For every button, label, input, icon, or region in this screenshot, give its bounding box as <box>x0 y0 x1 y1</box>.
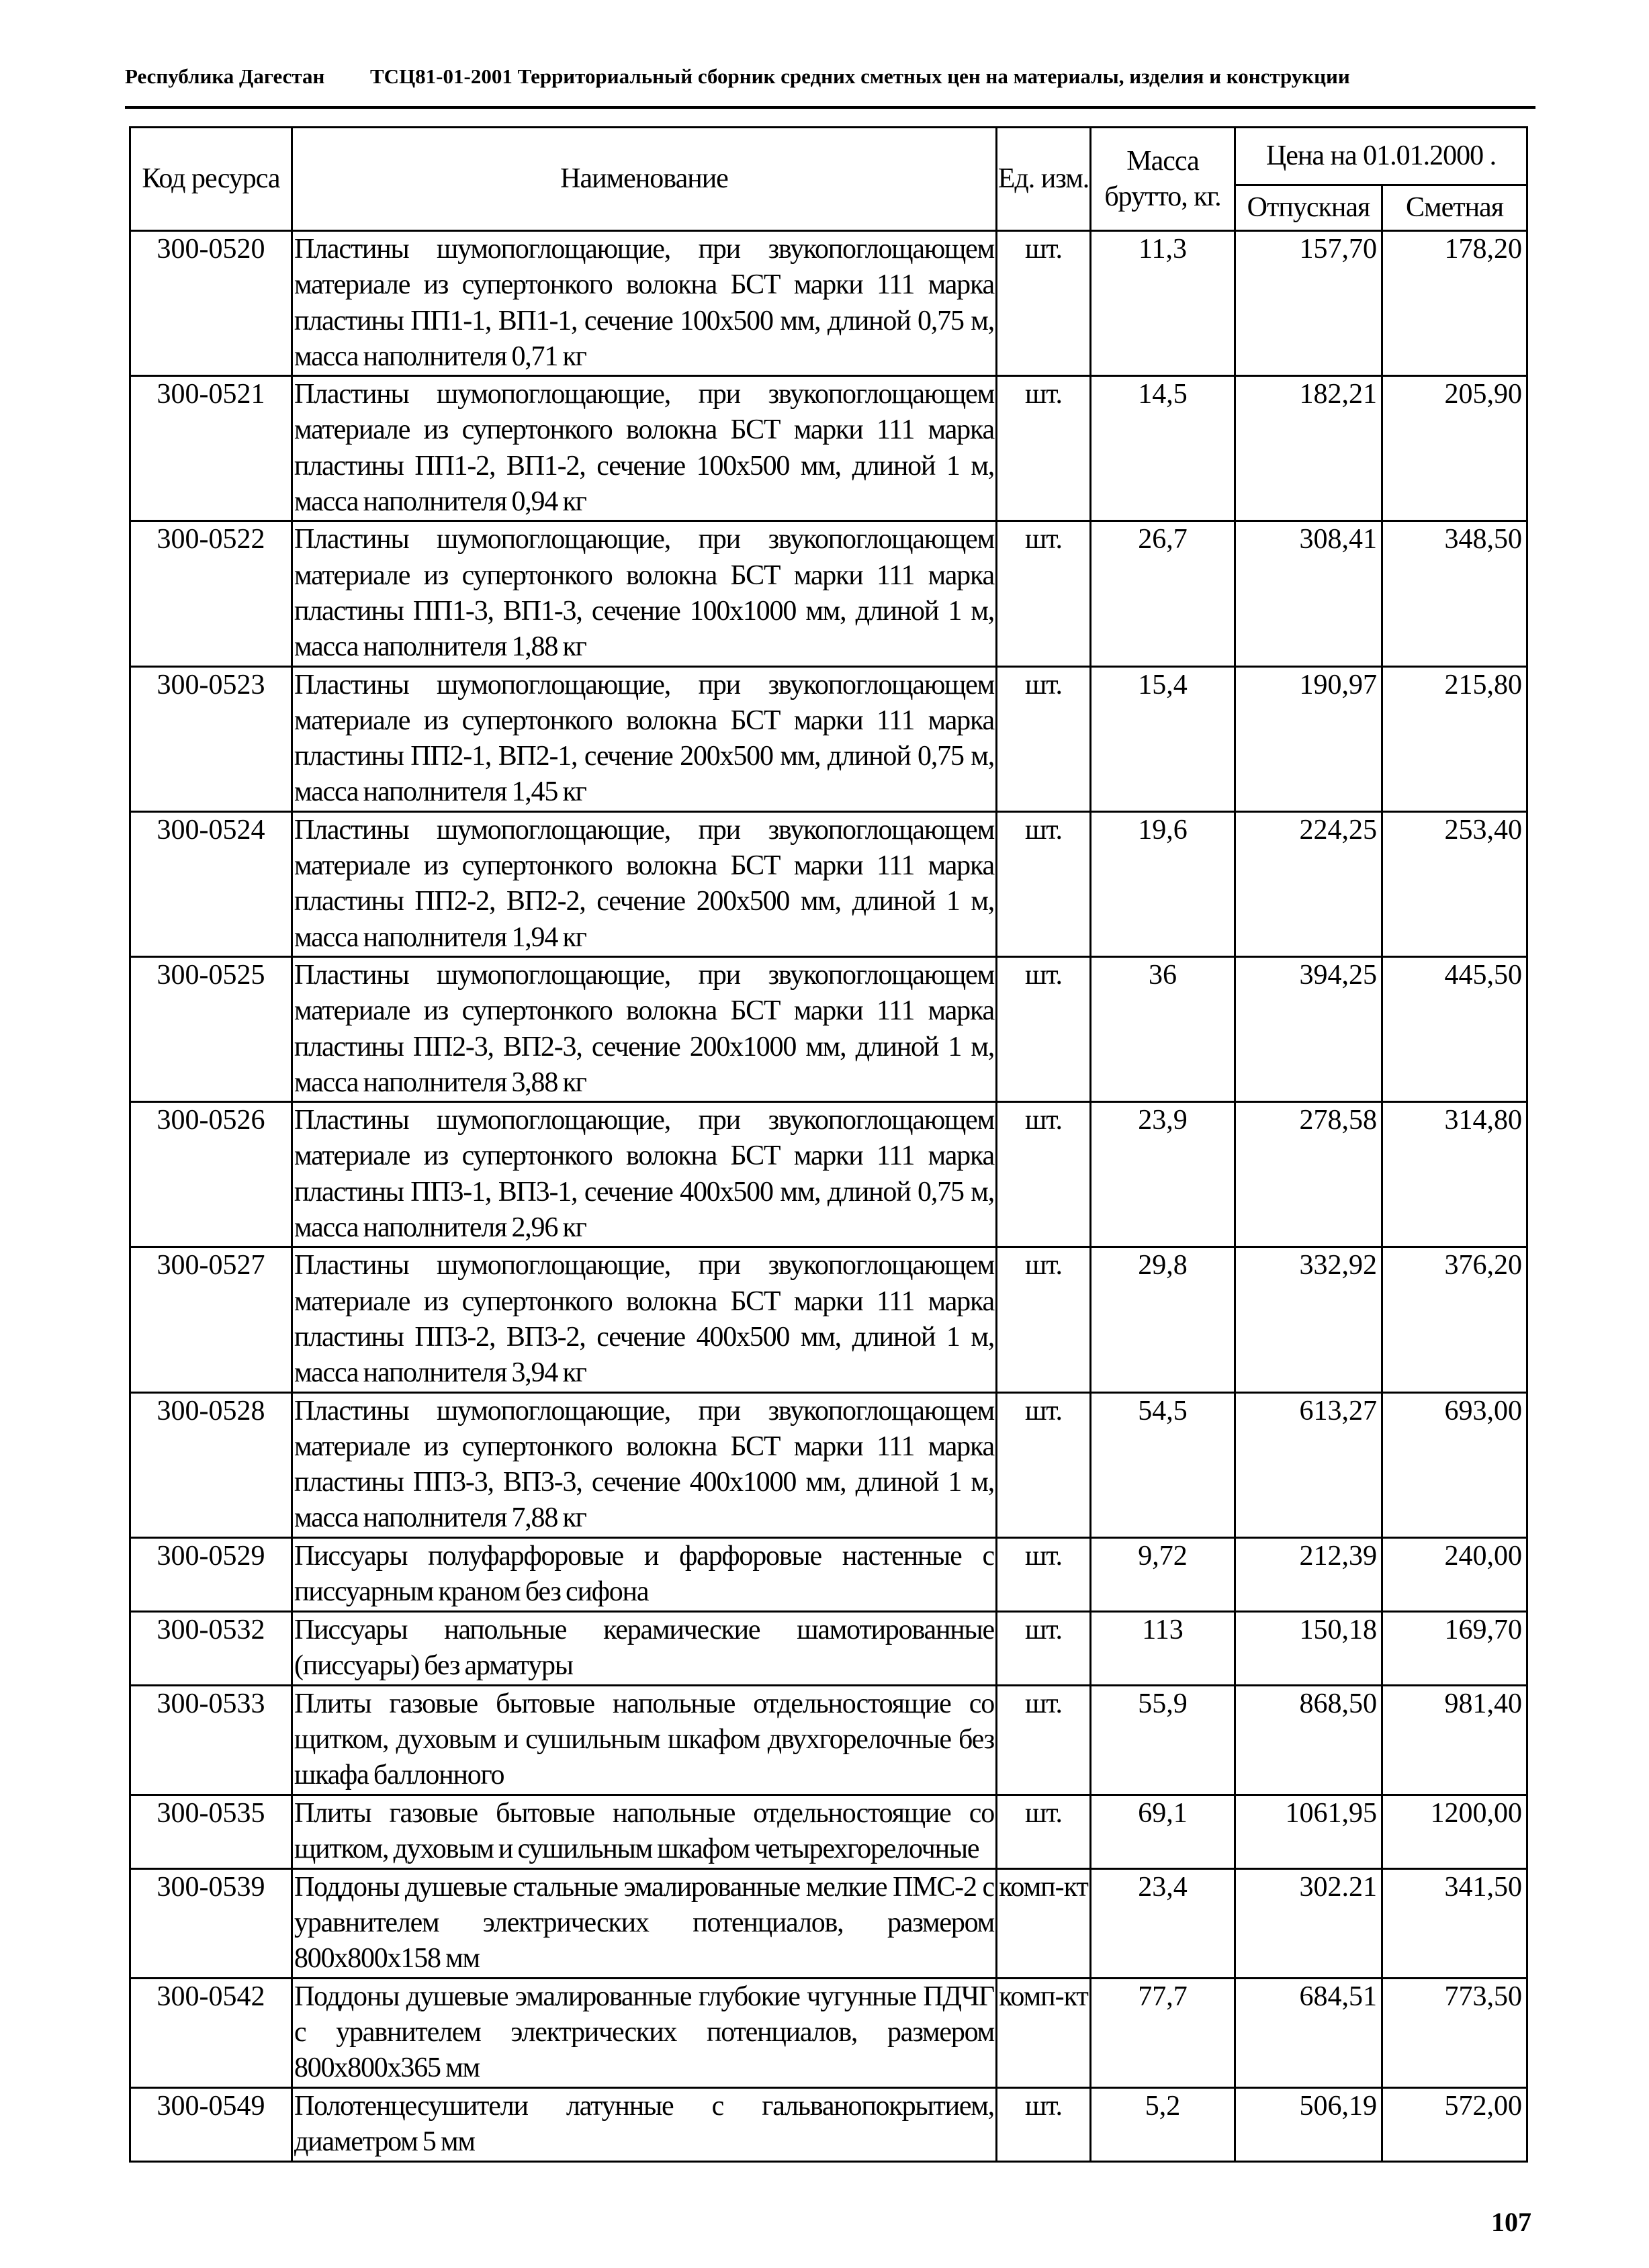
cell-unit: комп-кт <box>997 1868 1091 1978</box>
cell-code: 300-0522 <box>130 521 292 666</box>
cell-code: 300-0527 <box>130 1247 292 1392</box>
cell-unit: шт. <box>997 1611 1091 1685</box>
cell-mass: 54,5 <box>1091 1392 1235 1537</box>
cell-unit: шт. <box>997 1537 1091 1611</box>
cell-price-estimate: 348,50 <box>1382 521 1527 666</box>
table-row <box>130 811 1527 956</box>
cell-price-estimate: 981,40 <box>1382 1685 1527 1795</box>
cell-code: 300-0528 <box>130 1392 292 1537</box>
cell-unit: шт. <box>997 811 1091 956</box>
cell-price-estimate: 693,00 <box>1382 1392 1527 1537</box>
table-row <box>130 1247 1527 1392</box>
cell-name: Пластины шумопоглощающие, при звукопоглощающем материале из супертонкого волокна БСТ марки 111 марка пластины ПП2-1, ВП2-1, сечение 200х500 мм, длиной 0,75 м, масса наполнителя 1,45 кг <box>292 666 997 811</box>
cell-unit: шт. <box>997 2087 1091 2161</box>
cell-mass: 11,3 <box>1091 231 1235 376</box>
cell-code: 300-0525 <box>130 956 292 1101</box>
cell-mass: 26,7 <box>1091 521 1235 666</box>
cell-name: Полотенцесушители латунные с гальванопокрытием, диаметром 5 мм <box>292 2087 997 2161</box>
cell-unit: шт. <box>997 1795 1091 1868</box>
col-header-code: Код ресурса <box>130 128 292 231</box>
cell-code: 300-0549 <box>130 2087 292 2161</box>
cell-name: Пластины шумопоглощающие, при звукопоглощающем материале из супертонкого волокна БСТ марки 111 марка пластины ПП1-2, ВП1-2, сечение 100х500 мм, длиной 1 м, масса наполнителя 0,94 кг <box>292 376 997 521</box>
page-header <box>125 64 1535 89</box>
page-number: 107 <box>1491 2207 1531 2237</box>
cell-price-estimate: 1200,00 <box>1382 1795 1527 1868</box>
col-header-price-release: Отпускная <box>1235 185 1382 231</box>
cell-price-estimate: 376,20 <box>1382 1247 1527 1392</box>
cell-price-release: 613,27 <box>1235 1392 1382 1537</box>
cell-mass: 36 <box>1091 956 1235 1101</box>
cell-mass: 23,4 <box>1091 1868 1235 1978</box>
cell-unit: шт. <box>997 1392 1091 1537</box>
cell-price-release: 868,50 <box>1235 1685 1382 1795</box>
cell-name: Пластины шумопоглощающие, при звукопоглощающем материале из супертонкого волокна БСТ марки 111 марка пластины ПП3-1, ВП3-1, сечение 400х500 мм, длиной 0,75 м, масса наполнителя 2,96 кг <box>292 1102 997 1247</box>
cell-price-release: 182,21 <box>1235 376 1382 521</box>
cell-unit: шт. <box>997 956 1091 1101</box>
cell-price-estimate: 215,80 <box>1382 666 1527 811</box>
cell-name: Пластины шумопоглощающие, при звукопоглощающем материале из супертонкого волокна БСТ марки 111 марка пластины ПП2-3, ВП2-3, сечение 200х1000 мм, длиной 1 м, масса наполнителя 3,88 кг <box>292 956 997 1101</box>
cell-price-release: 157,70 <box>1235 231 1382 376</box>
cell-code: 300-0535 <box>130 1795 292 1868</box>
col-header-price-estimate: Сметная <box>1382 185 1527 231</box>
cell-mass: 113 <box>1091 1611 1235 1685</box>
table-row <box>130 376 1527 521</box>
cell-mass: 69,1 <box>1091 1795 1235 1868</box>
cell-mass: 77,7 <box>1091 1978 1235 2087</box>
cell-price-estimate: 169,70 <box>1382 1611 1527 1685</box>
table-row <box>130 956 1527 1101</box>
cell-name: Писсуары полуфарфоровые и фарфоровые настенные с писсуарным краном без сифона <box>292 1537 997 1611</box>
cell-price-estimate: 178,20 <box>1382 231 1527 376</box>
cell-code: 300-0539 <box>130 1868 292 1978</box>
cell-mass: 14,5 <box>1091 376 1235 521</box>
header-title: ТСЦ81-01-2001 Территориальный сборник средних сметных цен на материалы, изделия и конструкции <box>370 64 1350 88</box>
table-row <box>130 1537 1527 1611</box>
cell-price-release: 332,92 <box>1235 1247 1382 1392</box>
cell-mass: 29,8 <box>1091 1247 1235 1392</box>
cell-price-release: 150,18 <box>1235 1611 1382 1685</box>
cell-name: Пластины шумопоглощающие, при звукопоглощающем материале из супертонкого волокна БСТ марки 111 марка пластины ПП3-2, ВП3-2, сечение 400х500 мм, длиной 1 м, масса наполнителя 3,94 кг <box>292 1247 997 1392</box>
cell-code: 300-0520 <box>130 231 292 376</box>
table-row <box>130 231 1527 376</box>
cell-name: Пластины шумопоглощающие, при звукопоглощающем материале из супертонкого волокна БСТ марки 111 марка пластины ПП1-1, ВП1-1, сечение 100х500 мм, длиной 0,75 м, масса наполнителя 0,71 кг <box>292 231 997 376</box>
table-row <box>130 1795 1527 1868</box>
cell-code: 300-0524 <box>130 811 292 956</box>
cell-price-estimate: 253,40 <box>1382 811 1527 956</box>
col-header-unit: Ед. изм. <box>997 128 1091 231</box>
table-row <box>130 1978 1527 2087</box>
table-row <box>130 1868 1527 1978</box>
table-row <box>130 521 1527 666</box>
cell-unit: шт. <box>997 666 1091 811</box>
cell-price-estimate: 205,90 <box>1382 376 1527 521</box>
cell-price-estimate: 572,00 <box>1382 2087 1527 2161</box>
table-row <box>130 1392 1527 1537</box>
cell-price-release: 506,19 <box>1235 2087 1382 2161</box>
cell-price-release: 308,41 <box>1235 521 1382 666</box>
col-header-mass: Масса брутто, кг. <box>1091 128 1235 231</box>
table-row <box>130 666 1527 811</box>
table-row <box>130 1611 1527 1685</box>
cell-unit: шт. <box>997 1685 1091 1795</box>
cell-unit: шт. <box>997 521 1091 666</box>
cell-code: 300-0532 <box>130 1611 292 1685</box>
cell-name: Пластины шумопоглощающие, при звукопоглощающем материале из супертонкого волокна БСТ марки 111 марка пластины ПП2-2, ВП2-2, сечение 200х500 мм, длиной 1 м, масса наполнителя 1,94 кг <box>292 811 997 956</box>
table-row <box>130 1102 1527 1247</box>
cell-price-estimate: 240,00 <box>1382 1537 1527 1611</box>
cell-mass: 19,6 <box>1091 811 1235 956</box>
cell-mass: 5,2 <box>1091 2087 1235 2161</box>
cell-code: 300-0533 <box>130 1685 292 1795</box>
cell-price-estimate: 773,50 <box>1382 1978 1527 2087</box>
price-table <box>129 126 1528 2163</box>
cell-unit: шт. <box>997 1102 1091 1247</box>
cell-mass: 9,72 <box>1091 1537 1235 1611</box>
cell-name: Поддоны душевые стальные эмалированные мелкие ПМС-2 с уравнителем электрических потенциалов, размером 800х800х158 мм <box>292 1868 997 1978</box>
cell-price-release: 278,58 <box>1235 1102 1382 1247</box>
cell-name: Плиты газовые бытовые напольные отдельностоящие со щитком, духовым и сушильным шкафом четырехгорелочные <box>292 1795 997 1868</box>
cell-price-estimate: 314,80 <box>1382 1102 1527 1247</box>
cell-mass: 55,9 <box>1091 1685 1235 1795</box>
table-row <box>130 1685 1527 1795</box>
cell-name: Пластины шумопоглощающие, при звукопоглощающем материале из супертонкого волокна БСТ марки 111 марка пластины ПП1-3, ВП1-3, сечение 100х1000 мм, длиной 1 м, масса наполнителя 1,88 кг <box>292 521 997 666</box>
cell-code: 300-0521 <box>130 376 292 521</box>
cell-price-estimate: 341,50 <box>1382 1868 1527 1978</box>
cell-code: 300-0542 <box>130 1978 292 2087</box>
header-rule <box>125 106 1535 109</box>
cell-mass: 23,9 <box>1091 1102 1235 1247</box>
cell-price-estimate: 445,50 <box>1382 956 1527 1101</box>
cell-code: 300-0523 <box>130 666 292 811</box>
cell-unit: комп-кт <box>997 1978 1091 2087</box>
cell-code: 300-0526 <box>130 1102 292 1247</box>
table-row <box>130 2087 1527 2161</box>
col-header-name: Наименование <box>292 128 997 231</box>
cell-name: Пластины шумопоглощающие, при звукопоглощающем материале из супертонкого волокна БСТ марки 111 марка пластины ПП3-3, ВП3-3, сечение 400х1000 мм, длиной 1 м, масса наполнителя 7,88 кг <box>292 1392 997 1537</box>
col-header-price-group: Цена на 01.01.2000 . <box>1235 128 1527 185</box>
cell-price-release: 394,25 <box>1235 956 1382 1101</box>
cell-name: Писсуары напольные керамические шамотированные (писсуары) без арматуры <box>292 1611 997 1685</box>
table-header <box>130 128 1527 231</box>
cell-price-release: 224,25 <box>1235 811 1382 956</box>
cell-code: 300-0529 <box>130 1537 292 1611</box>
cell-unit: шт. <box>997 231 1091 376</box>
cell-price-release: 190,97 <box>1235 666 1382 811</box>
cell-price-release: 684,51 <box>1235 1978 1382 2087</box>
cell-name: Плиты газовые бытовые напольные отдельностоящие со щитком, духовым и сушильным шкафом двухгорелочные без шкафа баллонного <box>292 1685 997 1795</box>
cell-mass: 15,4 <box>1091 666 1235 811</box>
table-body <box>130 231 1527 2162</box>
cell-price-release: 1061,95 <box>1235 1795 1382 1868</box>
cell-price-release: 212,39 <box>1235 1537 1382 1611</box>
cell-price-release: 302.21 <box>1235 1868 1382 1978</box>
cell-unit: шт. <box>997 1247 1091 1392</box>
cell-unit: шт. <box>997 376 1091 521</box>
cell-name: Поддоны душевые эмалированные глубокие чугунные ПДЧГ с уравнителем электрических потенциалов, размером 800х800х365 мм <box>292 1978 997 2087</box>
header-region: Республика Дагестан <box>125 64 325 88</box>
